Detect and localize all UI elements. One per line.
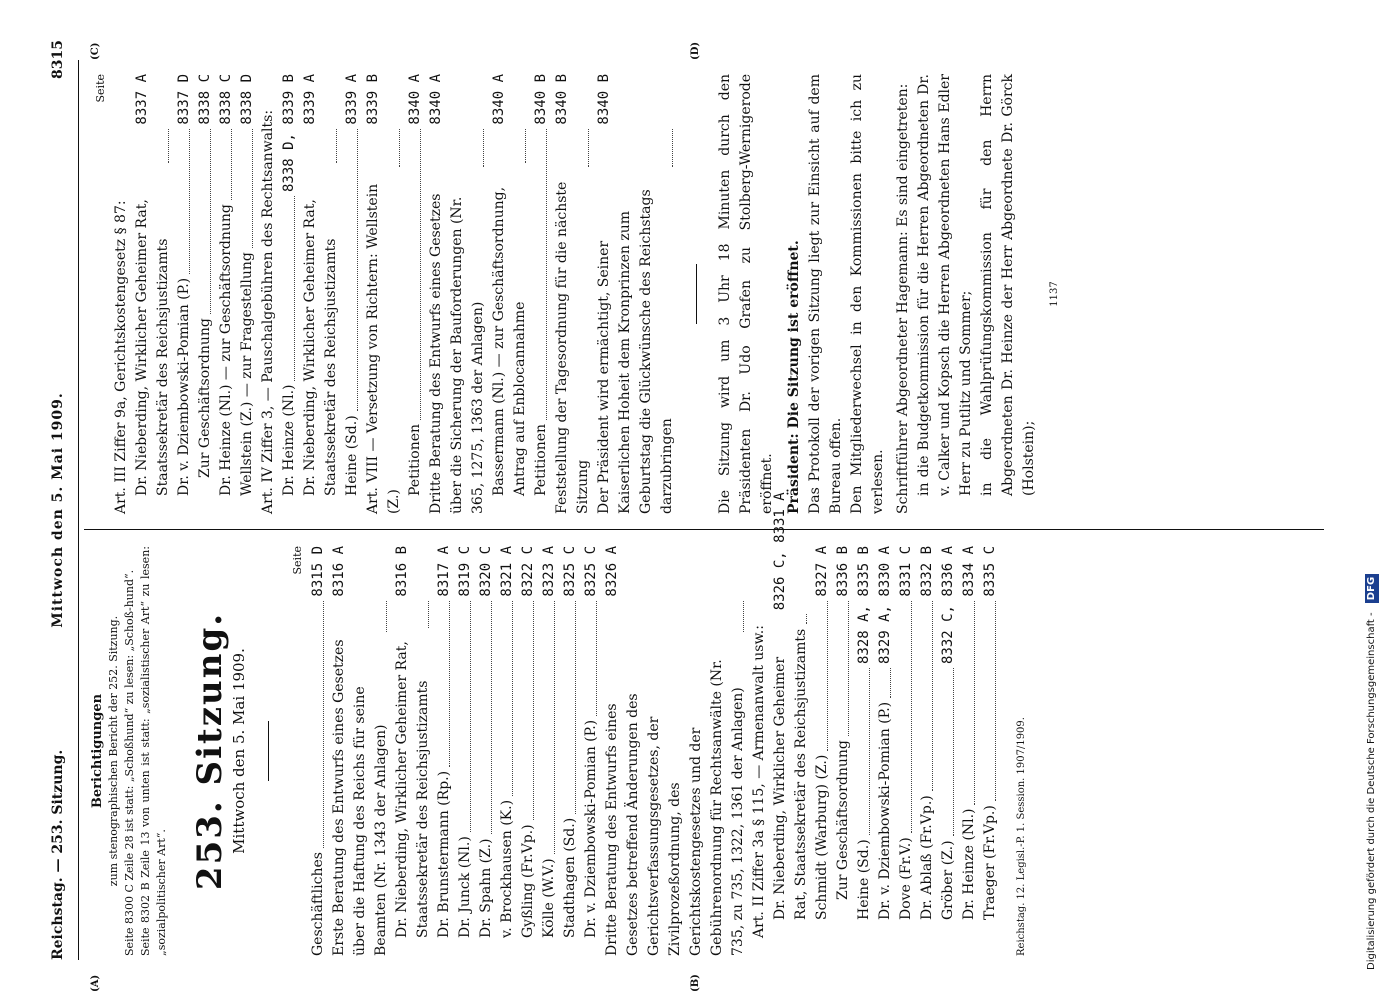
toc-leader-dots [195,129,211,315]
toc-entry-text: Petitionen [407,423,423,496]
toc-entry [833,546,854,956]
toc-entry-text: Art. IV Ziffer 3, — Pauschalgebühren des Rechtsanwalts: [260,109,276,514]
toc-entry [426,74,489,514]
toc-entry-text: Gröber (Z.) [940,840,956,920]
toc-leader-dots [392,601,429,629]
corrections-subtitle: zum stenographischen Bericht der 252. Sitzung. [107,615,120,887]
toc-entry-text: Feststellung der Tagesordnung für die nächste Sitzung [554,181,591,514]
toc-entry-page: 8340 A [428,74,444,125]
header-rule [78,60,79,960]
dfg-logo: DFG [1365,574,1379,603]
toc-entry [132,74,174,514]
toc-entry-text: Dritte Beratung des Entwurfs eines Gesetzes über die Sicherung der Bauforderungen (Nr. 365, 1275, 1363 der Anlagen) [428,193,486,514]
toc-entry-text: Erste Beratung des Entwurfs eines Gesetzes über die Haftung des Reichs für seine Beamten (Nr. 1343 der Anlagen) [331,639,389,956]
toc-leader-dots [518,601,534,821]
toc-entry-page: 8317 A [436,546,452,597]
toc-entry-text: Dr. Junck (Nl.) [457,836,473,938]
toc-entry-page: 8320 C [478,546,494,597]
toc-leader-dots [539,601,555,855]
toc-entry [308,546,329,956]
toc-entry [896,546,917,956]
toc-entry [363,74,405,514]
header-page-number: 8315 [50,40,66,79]
session-date: Mittwoch den 5. Mai 1909. [230,648,248,854]
budget-commission-line: in die Budgetkommission für die Herren Abgeordneten Dr. v. Calker und Kopsch die Herren Abgeordneten Hans Edler Herr zu Putlitz und Sommer; [916,74,974,496]
toc-entry-text: Gyßling (Fr.Vp.) [520,824,536,938]
toc-entry-text: Heine (Sd.) [856,839,872,920]
toc-leader-dots [581,601,597,716]
toc-entry-page: 8315 D [310,546,326,597]
footer-note: Reichstag. 12. Legisl.-P. 1. Session. 1907/1909. [1016,717,1027,956]
toc-entry-text: Dr. v. Dziembowski-Pomian (P.) [877,701,893,920]
toc-entry [392,546,434,956]
toc-leader-dots [875,668,891,698]
toc-leader-dots [896,601,912,834]
toc-entry-text: Dr. Nieberding, Wirklicher Geheimer Rat, Staatssekretär des Reichsjustizamts [302,199,339,496]
session-title: 253. Sitzung. [190,611,230,891]
toc-entry-page: 8316 A [331,546,347,597]
toc-leader-dots [216,129,232,201]
toc-entry [405,74,426,514]
correction-line-1: Seite 8300 C Zeile 28 ist statt: „Schoßhund“ zu lesen: „Schoß-hund“. [123,569,136,956]
toc-entry-page: 8319 C [457,546,473,597]
toc-entry-page: 8340 A [407,74,423,125]
toc-entry [489,74,531,514]
toc-leader-dots [237,129,253,249]
toc-entry-page: 8325 C [562,546,578,597]
toc-entry-page: 8328 A, 8335 B [856,546,872,665]
margin-marker-a: (A) [90,974,101,992]
toc-entry-text: Dritte Beratung des Entwurfs eines Gesetzes betreffend Änderungen des Gerichtsverfassungsgesetzes, der Zivilprozeßordnung, des Gerichtskostengesetzes und der Gebührenordnung für Rechtsanwälte (Nr. 735, zu 735, 1322, 1361 der Anlagen) [604,659,746,956]
toc-entry [300,74,342,514]
margin-marker-b: (B) [690,974,701,992]
toc-leader-dots [489,129,526,163]
seite-label-right: Seite [94,74,107,103]
toc-leader-dots [132,129,169,163]
toc-entry [342,74,363,514]
toc-entry-page: 8329 A, 8330 A [877,546,893,665]
toc-entry-text: Dove (Fr.V.) [898,837,914,920]
toc-leader-dots [980,601,996,802]
toc-leader-dots [560,601,576,814]
toc-entry-page: 8339 A [344,74,360,125]
toc-entry [552,74,594,514]
header-center: Mittwoch den 5. Mai 1909. [50,392,66,628]
toc-entry [111,74,132,514]
seite-label-left: Seite [291,546,304,575]
toc-leader-dots [329,601,387,633]
toc-entry-page: 8321 A [499,546,515,597]
toc-entry-page: 8334 A [961,546,977,597]
toc-entry-text: Geschäftliches [310,852,326,956]
toc-entry-page: 8340 A [491,74,507,125]
toc-entry [594,74,678,514]
column-divider [84,529,1324,530]
toc-entry [216,74,237,514]
toc-entry-text: Art. II Ziffer 3a § 115, — Armenanwalt usw.: [751,625,767,938]
toc-entry-text: Kölle (W.V.) [541,858,557,938]
protocol-line: Das Protokoll der vorigen Sitzung liegt zur Einsicht auf dem Bureau offen. [807,74,844,514]
toc-leader-dots [938,668,954,836]
toc-leader-dots [959,601,975,805]
toc-entry [770,492,812,956]
signature-number: 1137 [1049,281,1060,307]
toc-entry-text: Dr. Nieberding, Wirklicher Geheimer Rat, Staatssekretär des Reichsjustizamts [772,628,809,920]
toc-leader-dots [426,129,484,167]
toc-entry-text: Zur Geschäftsordnung [835,740,851,900]
toc-entry [917,546,938,956]
toc-entry [195,74,216,514]
toc-entry [434,546,455,956]
toc-entry-page: 8335 C [982,546,998,597]
president-line: Präsident: Die Sitzung ist eröffnet. [786,240,802,514]
toc-entry-page: 8316 B [394,546,410,597]
toc-entry-page: 8332 B [919,546,935,597]
toc-leader-dots [363,129,400,167]
toc-entry-text: Dr. Heinze (Nl.) [961,808,977,920]
toc-leader-dots [812,601,828,751]
toc-entry-text: Dr. Brunstermann (Rp.) [436,770,452,938]
toc-entry [539,546,560,956]
toc-leader-dots [300,129,337,163]
toc-entry [279,74,300,514]
toc-entry-text: Zur Geschäftsordnung [197,318,213,478]
toc-entry-text: Art. VIII — Versetzung von Richtern: Wellstein (Z.) [365,183,402,514]
toc-leader-dots [917,601,933,792]
toc-entry [581,546,602,956]
toc-entry [258,74,279,514]
election-commission-line: in die Wahlprüfungskommission für den Herrn Abgeordneten Dr. Heinze der Herr Abgeordnete Dr. Görck (Holstein); [979,74,1037,496]
toc-entry-text: Dr. v. Dziembowski-Pomian (P.) [176,277,192,496]
toc-leader-dots [497,601,513,796]
toc-entry-page: 8326 A [604,546,620,597]
toc-entry-text: Stadthagen (Sd.) [562,817,578,938]
dfg-note: Digitalisierung gefördert durch die Deutsche Forschungsgemeinschaft - [1366,609,1377,970]
toc-leader-dots [308,601,324,848]
toc-entry-page: 8338 D [239,74,255,125]
toc-entry [237,74,258,514]
toc-entry [854,546,875,956]
toc-leader-dots [602,601,744,633]
toc-entry-text: Heine (Sd.) [344,415,360,496]
left-toc [308,492,1001,956]
toc-entry [531,74,552,514]
toc-entry-page: 8339 A [302,74,318,125]
toc-entry-text: Dr. Ablaß (Fr.Vp.) [919,795,935,920]
toc-entry [455,546,476,956]
secretary-line: Schriftführer Abgeordneter Hagemann: Es sind eingetreten: [895,83,911,514]
toc-entry-text: Schmidt (Warburg) (Z.) [814,754,830,920]
toc-entry [174,74,195,514]
toc-leader-dots [279,196,295,381]
toc-entry-text: Wellstein (Z.) — zur Fragestellung [239,252,255,496]
toc-entry-page: 8338 D, 8339 B [281,74,297,193]
toc-leader-dots [405,129,421,420]
toc-entry-page: 8340 B [533,74,549,125]
right-column [90,74,1065,514]
toc-entry-page: 8322 C [520,546,536,597]
toc-entry-text: Petitionen [533,423,549,496]
toc-entry-text: Traeger (Fr.Vp.) [982,805,998,920]
margin-marker-d: (D) [690,41,701,60]
toc-entry-page: 8337 A [134,74,150,125]
toc-entry-text: v. Brockhausen (K.) [499,799,515,938]
toc-entry-page: 8338 C [218,74,234,125]
corrections-title: Berichtigungen [90,693,105,809]
toc-entry-text: Art. III Ziffer 9a, Gerichtskostengesetz § 87: [113,200,129,514]
toc-leader-dots [594,129,673,167]
title-rule [268,721,269,781]
toc-entry-text: Dr. Nieberding, Wirklicher Geheimer Rat, Staatssekretär des Reichsjustizamts [134,199,171,496]
toc-entry-page: 8336 B [835,546,851,597]
toc-leader-dots [174,129,190,274]
toc-entry-text: Bassermann (Nl.) — zur Geschäftsordnung, Antrag auf Enblocannahme [491,186,528,496]
margin-marker-c: (C) [90,42,101,60]
toc-entry [875,546,896,956]
toc-entry [329,546,392,956]
left-column [90,492,1032,956]
toc-entry-page: 8332 C, 8336 A [940,546,956,665]
body-rule [696,264,697,324]
toc-entry [959,546,980,956]
toc-entry-page: 8337 D [176,74,192,125]
toc-entry-text: Dr. Spahn (Z.) [478,838,494,938]
toc-entry-page: 8331 C [898,546,914,597]
toc-leader-dots [476,601,492,835]
toc-entry-text: Dr. Heinze (Nl.) [281,384,297,496]
toc-entry-text: Dr. Heinze (Nl.) — zur Geschäftsordnung [218,204,234,496]
toc-entry-page: 8338 C [197,74,213,125]
toc-entry-page: 8323 A [541,546,557,597]
toc-leader-dots [342,129,358,412]
header-left: Reichstag. — 253. Sitzung. [50,749,66,960]
toc-entry-page: 8340 B [596,74,612,125]
toc-entry [938,546,959,956]
toc-entry-page: 8339 B [365,74,381,125]
toc-entry-text: Dr. Nieberding, Wirklicher Geheimer Rat, Staatssekretär des Reichsjustizamts [394,641,431,938]
toc-entry [980,546,1001,956]
toc-entry-page: 8340 B [554,74,570,125]
toc-entry [476,546,497,956]
toc-entry-page: 8325 C [583,546,599,597]
correction-line-2: Seite 8302 B Zeile 13 von unten ist statt: „sozialistischer Art“ zu lesen: „sozialpolitischer Art“. [139,546,168,956]
toc-leader-dots [455,601,471,833]
toc-entry [812,546,833,956]
toc-leader-dots [770,614,807,624]
opening-paragraph: Die Sitzung wird um 3 Uhr 18 Minuten durch den Präsidenten Dr. Udo Grafen zu Stolberg-Wernigerode eröffnet. [717,74,775,514]
toc-entry-page: 8327 A [814,546,830,597]
toc-entry-text: Dr. v. Dziembowski-Pomian (P.) [583,719,599,938]
toc-leader-dots [531,129,547,420]
toc-entry [602,546,749,956]
toc-entry [497,546,518,956]
toc-entry-page: 8326 C, 8331 A [772,492,788,611]
toc-leader-dots [552,129,589,167]
right-toc [111,74,678,514]
toc-entry [518,546,539,956]
toc-leader-dots [833,601,849,737]
toc-leader-dots [854,668,870,835]
page-header [50,40,74,960]
toc-entry-text: Der Präsident wird ermächtigt, Seiner Kaiserlichen Hoheit dem Kronprinzen zum Geburtstag die Glückwünsche des Reichstags darzubringen [596,189,675,514]
toc-leader-dots [434,601,450,767]
toc-entry [560,546,581,956]
member-change-line: Den Mitgliederwechsel in den Kommissionen bitte ich zu verlesen. [849,74,886,514]
dfg-sidebar [1362,10,1382,990]
toc-entry [749,546,770,956]
